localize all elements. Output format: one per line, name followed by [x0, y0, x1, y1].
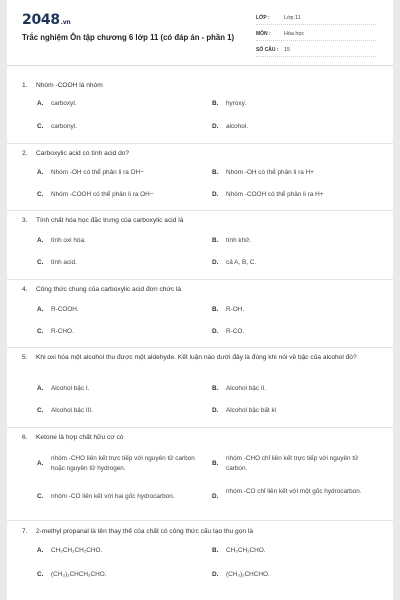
question-3-option-b[interactable]: B. tính khử.: [212, 237, 252, 244]
question-7-option-b[interactable]: B. CH₃CH₂CHO.: [212, 547, 266, 554]
question-5-option-b[interactable]: B. Alcohol bậc II.: [212, 385, 267, 392]
meta-count: SỐ CÂU : 15: [256, 44, 376, 57]
question-divider: [7, 347, 393, 348]
site-logo[interactable]: 2048.vn: [22, 12, 71, 28]
question-2-option-d[interactable]: D. Nhóm -COOH có thể phân li ra H+: [212, 191, 324, 198]
question-4-option-b[interactable]: B. R-OH.: [212, 306, 245, 313]
question-3-option-d[interactable]: D. cả A, B, C.: [212, 259, 257, 266]
question-2: 2. Carboxylic acid có tính acid do?: [22, 150, 130, 157]
question-5: 5. Khi oxi hóa một alcohol thu được một aldehyde. Kết luận nào dưới đây là đúng khi nói về bậc của alcohol đó?: [22, 354, 357, 361]
question-4: 4. Công thức chung của carboxylic acid đơn chức là: [22, 286, 182, 293]
question-3-option-a[interactable]: A. tính oxi hóa.: [37, 237, 86, 244]
question-1-option-d[interactable]: D. alcohol.: [212, 123, 249, 130]
question-4-option-c[interactable]: C. R-CHO.: [37, 328, 74, 335]
question-6-option-d[interactable]: D. nhóm -CO chỉ liên kết với một gốc hydrocarbon.: [212, 488, 362, 500]
question-6-option-c[interactable]: C. nhóm -CO liên kết với hai gốc hydrocarbon.: [37, 493, 175, 500]
quiz-page: [7, 0, 393, 600]
question-5-option-d[interactable]: D. Alcohol bậc bất kì: [212, 407, 277, 414]
question-7: 7. 2-methyl propanal là tên thay thế của chất có công thức cấu tạo thu gọn là: [22, 528, 254, 535]
question-1-option-b[interactable]: B. hyroxy.: [212, 100, 247, 107]
question-1-option-a[interactable]: A. carboxyl.: [37, 100, 77, 107]
question-3-option-c[interactable]: C. tính acid.: [37, 259, 77, 266]
question-1: 1. Nhóm -COOH là nhóm: [22, 82, 103, 89]
question-7-option-d[interactable]: D. (CH₃)₂CHCHO.: [212, 571, 270, 578]
question-2-option-b[interactable]: B. Nhóm -OH có thể phân li ra H+: [212, 169, 314, 176]
meta-class: LỚP : Lớp 11: [256, 12, 376, 25]
question-6-option-b[interactable]: B. nhóm -CHO chỉ liên kết trực tiếp với nguyên tử carbon.: [212, 455, 359, 472]
question-3: 3. Tính chất hóa học đặc trưng của carboxylic acid là: [22, 217, 184, 224]
question-2-option-a[interactable]: A. Nhóm -OH có thể phân li ra OH−: [37, 169, 144, 176]
question-6-option-a[interactable]: A. nhóm -CHO liên kết trực tiếp với nguyên tử carbon hoặc nguyên tử hydrogen.: [37, 455, 195, 472]
question-5-option-a[interactable]: A. Alcohol bậc I.: [37, 385, 90, 392]
question-divider: [7, 520, 393, 521]
question-5-option-c[interactable]: C. Alcohol bậc III.: [37, 407, 93, 414]
question-divider: [7, 427, 393, 428]
quiz-title: Trắc nghiệm Ôn tập chương 6 lớp 11 (có đáp án - phần 1): [22, 33, 235, 42]
question-6: 6. Ketone là hợp chất hữu cơ có: [22, 434, 124, 441]
question-divider: [7, 210, 393, 211]
question-4-option-d[interactable]: D. R-CO.: [212, 328, 245, 335]
question-4-option-a[interactable]: A. R-COOH.: [37, 306, 79, 313]
question-1-option-c[interactable]: C. carbonyl.: [37, 123, 77, 130]
question-2-option-c[interactable]: C. Nhóm -COOH có thể phân li ra OH−: [37, 191, 154, 198]
meta-subject: MÔN : Hóa học: [256, 28, 376, 41]
question-divider: [7, 279, 393, 280]
question-7-option-c[interactable]: C. (CH₃)₂CHCH₂CHO.: [37, 571, 107, 578]
quiz-meta: [256, 12, 376, 60]
question-7-option-a[interactable]: A. CH₃CH₂CH₂CHO.: [37, 547, 103, 554]
quiz-header: [7, 0, 393, 66]
question-divider: [7, 143, 393, 144]
